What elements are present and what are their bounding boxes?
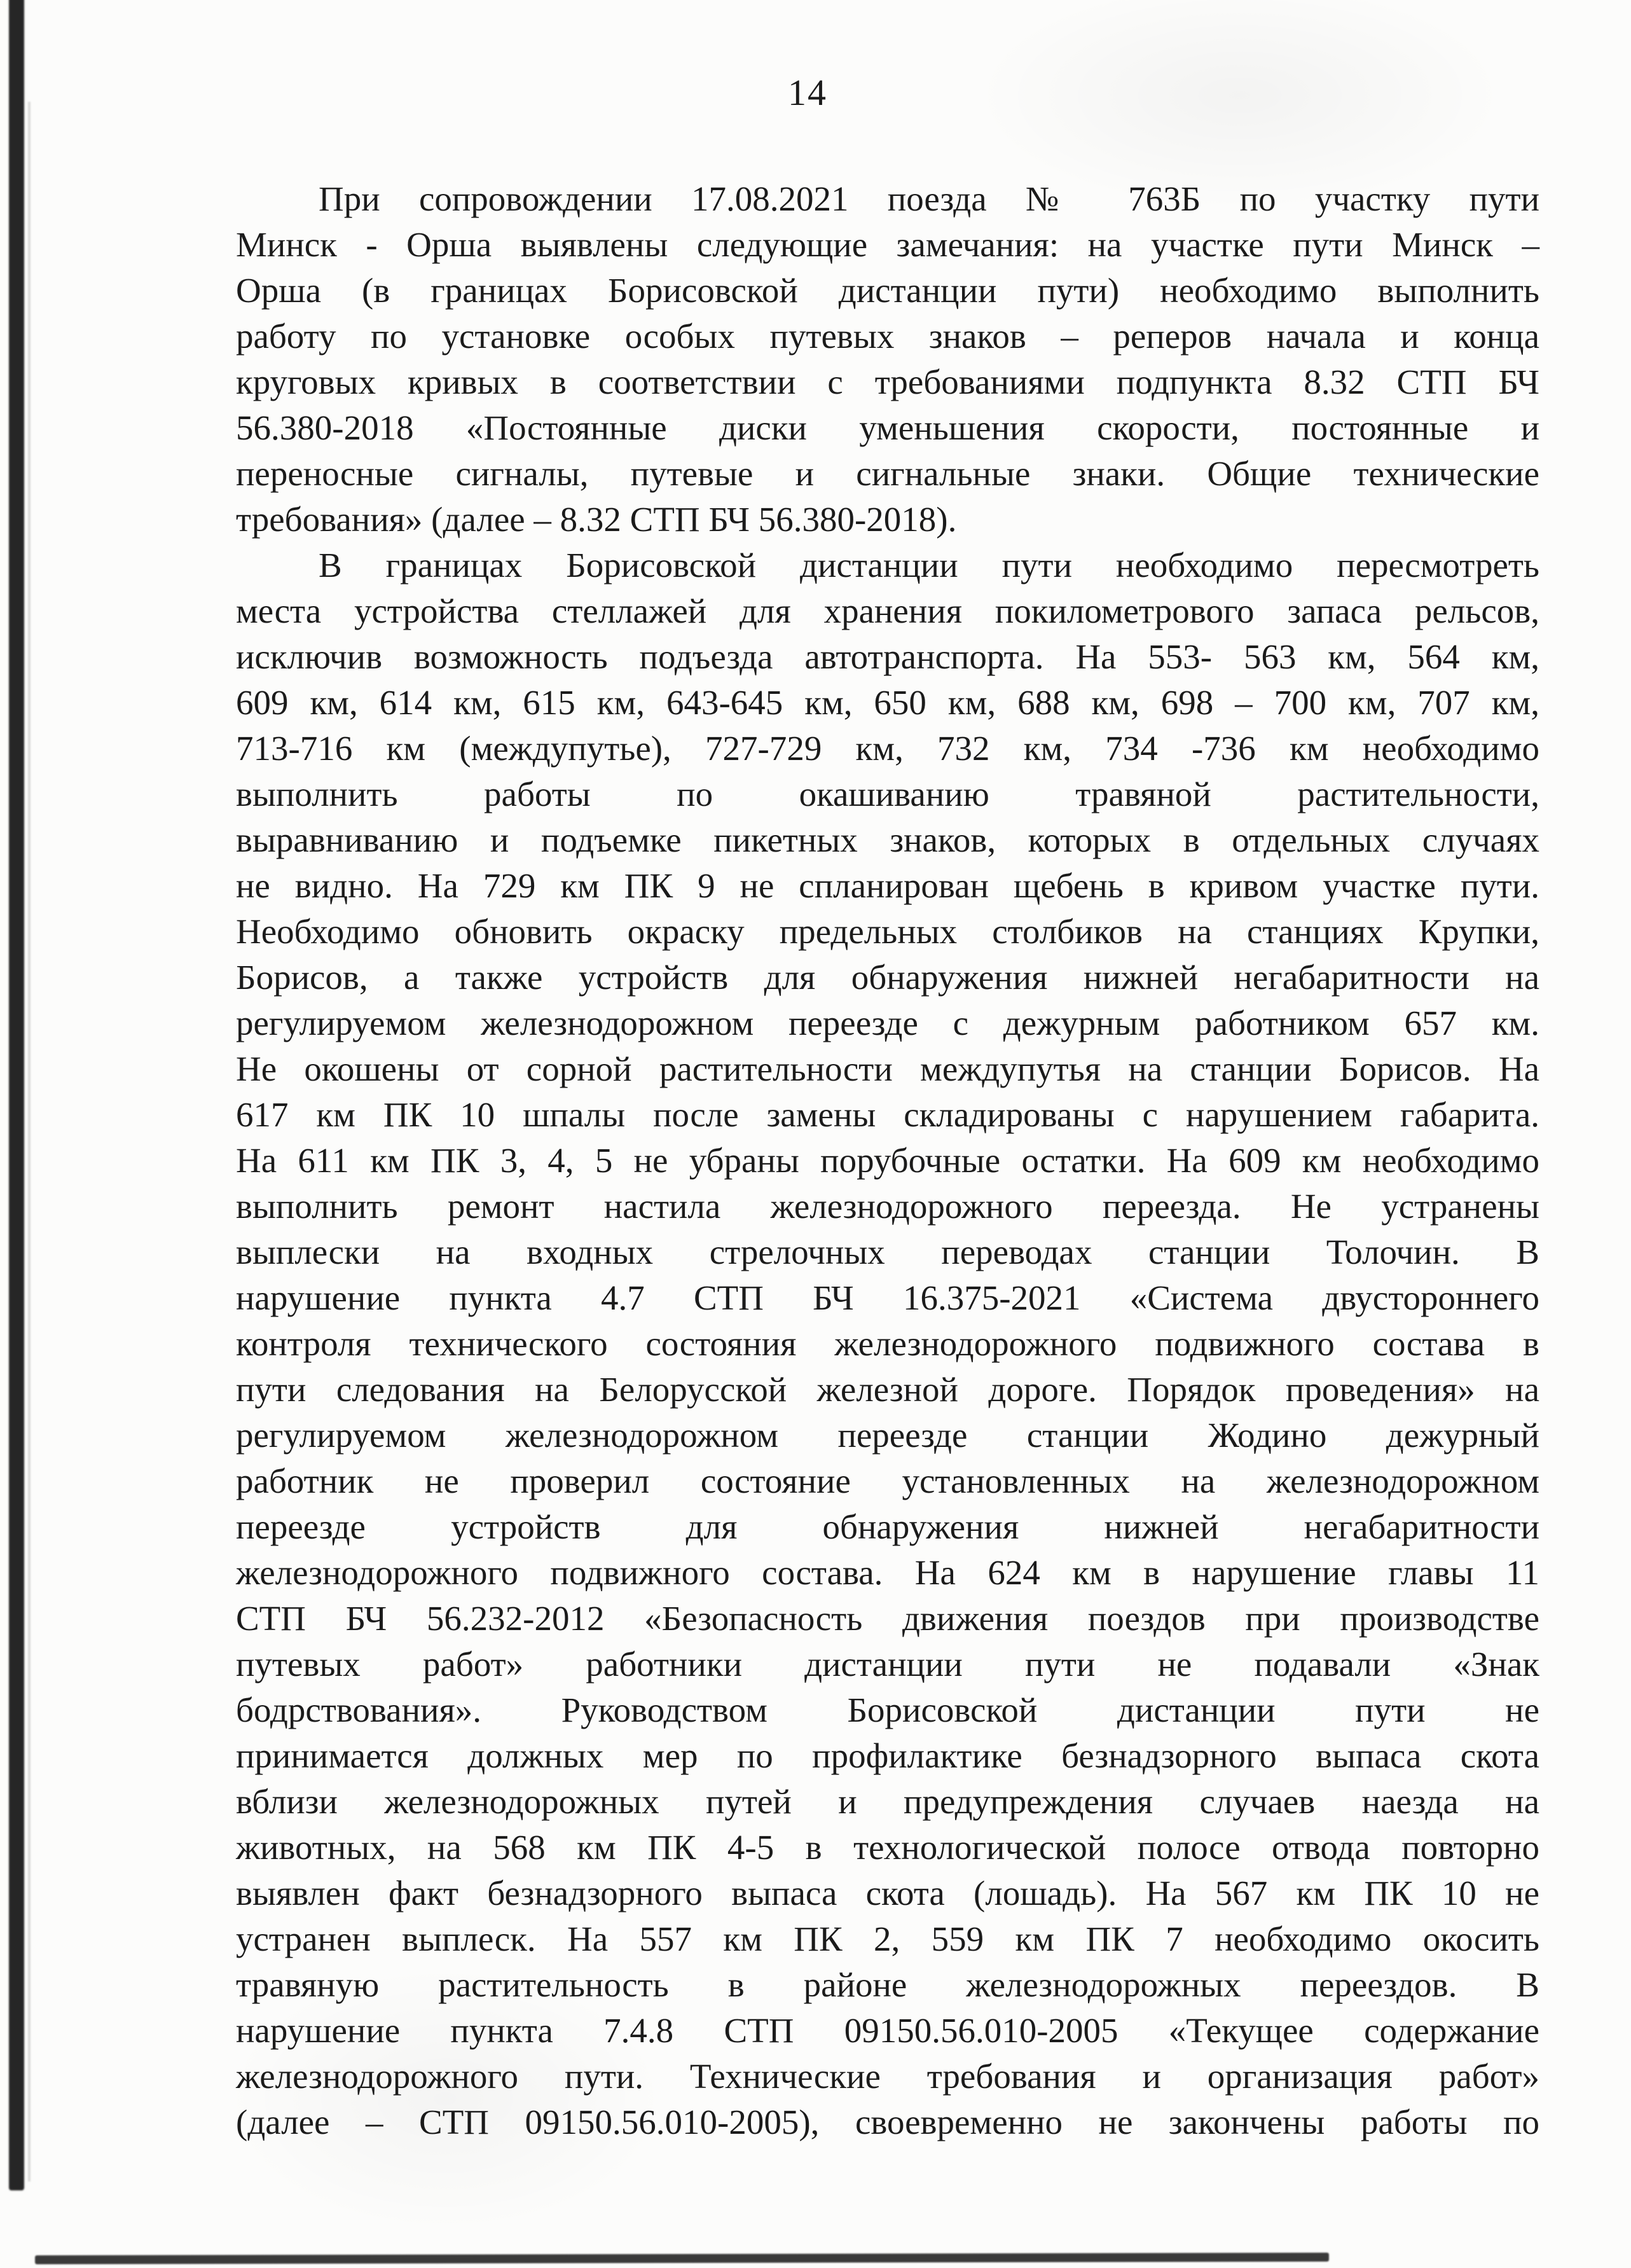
text-line: В границах Борисовской дистанции пути необходимо пересмотреть (319, 546, 1539, 584)
text-line: железнодорожного подвижного состава. На 624 км в нарушение главы 11 (236, 1553, 1539, 1592)
scan-artifact-left-line (28, 102, 31, 2182)
text-line: 713-716 км (междупутье), 727-729 км, 732 км, 734 -736 км необходимо (236, 729, 1539, 768)
text-line: выравниванию и подъемке пикетных знаков, которых в отдельных случаях (236, 820, 1539, 859)
text-line: регулируемом железнодорожном переезде с дежурным работником 657 км. (236, 1004, 1539, 1042)
text-line: нарушение пункта 4.7 СТП БЧ 16.375-2021 «Система двустороннего (236, 1278, 1539, 1317)
paragraph (236, 543, 1539, 2145)
text-line: Не окошены от сорной растительности междупутья на станции Борисов. На (236, 1049, 1539, 1088)
text-line: круговых кривых в соответствии с требованиями подпункта 8.32 СТП БЧ (236, 363, 1539, 401)
text-line: переезде устройств для обнаружения нижней негабаритности (236, 1507, 1539, 1546)
text-line: не видно. На 729 км ПК 9 не спланирован щебень в кривом участке пути. (236, 866, 1539, 905)
text-line: принимается должных мер по профилактике безнадзорного выпаса скота (236, 1736, 1539, 1775)
text-line: При сопровождении 17.08.2021 поезда № 763Б по участку пути (319, 179, 1539, 218)
text-line: путевых работ» работники дистанции пути не подавали «Знак (236, 1645, 1539, 1684)
text-line: работник не проверил состояние установленных на железнодорожном (236, 1462, 1539, 1500)
text-line: Орша (в границах Борисовской дистанции пути) необходимо выполнить (236, 271, 1539, 310)
text-line: Борисов, а также устройств для обнаружения нижней негабаритности на (236, 958, 1539, 997)
text-line: животных, на 568 км ПК 4-5 в технологической полосе отвода повторно (236, 1828, 1539, 1867)
text-line: вблизи железнодорожных путей и предупреждения случаев наезда на (236, 1782, 1539, 1821)
text-line: работу по установке особых путевых знаков – реперов начала и конца (236, 317, 1539, 356)
text-line: нарушение пункта 7.4.8 СТП 09150.56.010-2005 «Текущее содержание (236, 2011, 1539, 2050)
text-line: 617 км ПК 10 шпалы после замены складированы с нарушением габарита. (236, 1095, 1539, 1134)
text-line: выполнить работы по окашиванию травяной растительности, (236, 775, 1539, 813)
text-line: травяную растительность в районе железнодорожных переездов. В (236, 1965, 1539, 2004)
text-line: бодрствования». Руководством Борисовской дистанции пути не (236, 1691, 1539, 1729)
text-line: На 611 км ПК 3, 4, 5 не убраны порубочные остатки. На 609 км необходимо (236, 1141, 1539, 1180)
scan-artifact-left-bar (9, 0, 24, 2190)
page-number: 14 (788, 72, 827, 113)
text-line: Минск - Орша выявлены следующие замечания: на участке пути Минск – (236, 225, 1539, 264)
text-line: устранен выплеск. На 557 км ПК 2, 559 км ПК 7 необходимо окосить (236, 1919, 1539, 1958)
text-line: исключив возможность подъезда автотранспорта. На 553- 563 км, 564 км, (236, 637, 1539, 676)
text-line: выплески на входных стрелочных переводах станции Толочин. В (236, 1233, 1539, 1271)
text-line: (далее – СТП 09150.56.010-2005), своевременно не закончены работы по (236, 2103, 1539, 2141)
text-line: переносные сигналы, путевые и сигнальные знаки. Общие технические (236, 454, 1539, 493)
text-line: требования» (далее – 8.32 СТП БЧ 56.380-2018). (236, 500, 957, 539)
text-line: пути следования на Белорусской железной дороге. Порядок проведения» на (236, 1370, 1539, 1409)
text-line: выявлен факт безнадзорного выпаса скота (лошадь). На 567 км ПК 10 не (236, 1874, 1539, 1912)
paragraph (236, 176, 1539, 543)
document-body (236, 176, 1539, 2145)
text-line: регулируемом железнодорожном переезде станции Жодино дежурный (236, 1416, 1539, 1455)
text-line: Необходимо обновить окраску предельных столбиков на станциях Крупки, (236, 912, 1539, 951)
text-line: места устройства стеллажей для хранения покилометрового запаса рельсов, (236, 591, 1539, 630)
text-line: СТП БЧ 56.232-2012 «Безопасность движения поездов при производстве (236, 1599, 1539, 1638)
text-line: контроля технического состояния железнодорожного подвижного состава в (236, 1324, 1539, 1363)
text-line: 609 км, 614 км, 615 км, 643-645 км, 650 км, 688 км, 698 – 700 км, 707 км, (236, 683, 1539, 722)
scan-artifact-bottom-bar (35, 2253, 1329, 2264)
text-line: железнодорожного пути. Технические требования и организация работ» (236, 2057, 1539, 2096)
text-line: 56.380-2018 «Постоянные диски уменьшения скорости, постоянные и (236, 408, 1539, 447)
text-line: выполнить ремонт настила железнодорожного переезда. Не устранены (236, 1187, 1539, 1226)
